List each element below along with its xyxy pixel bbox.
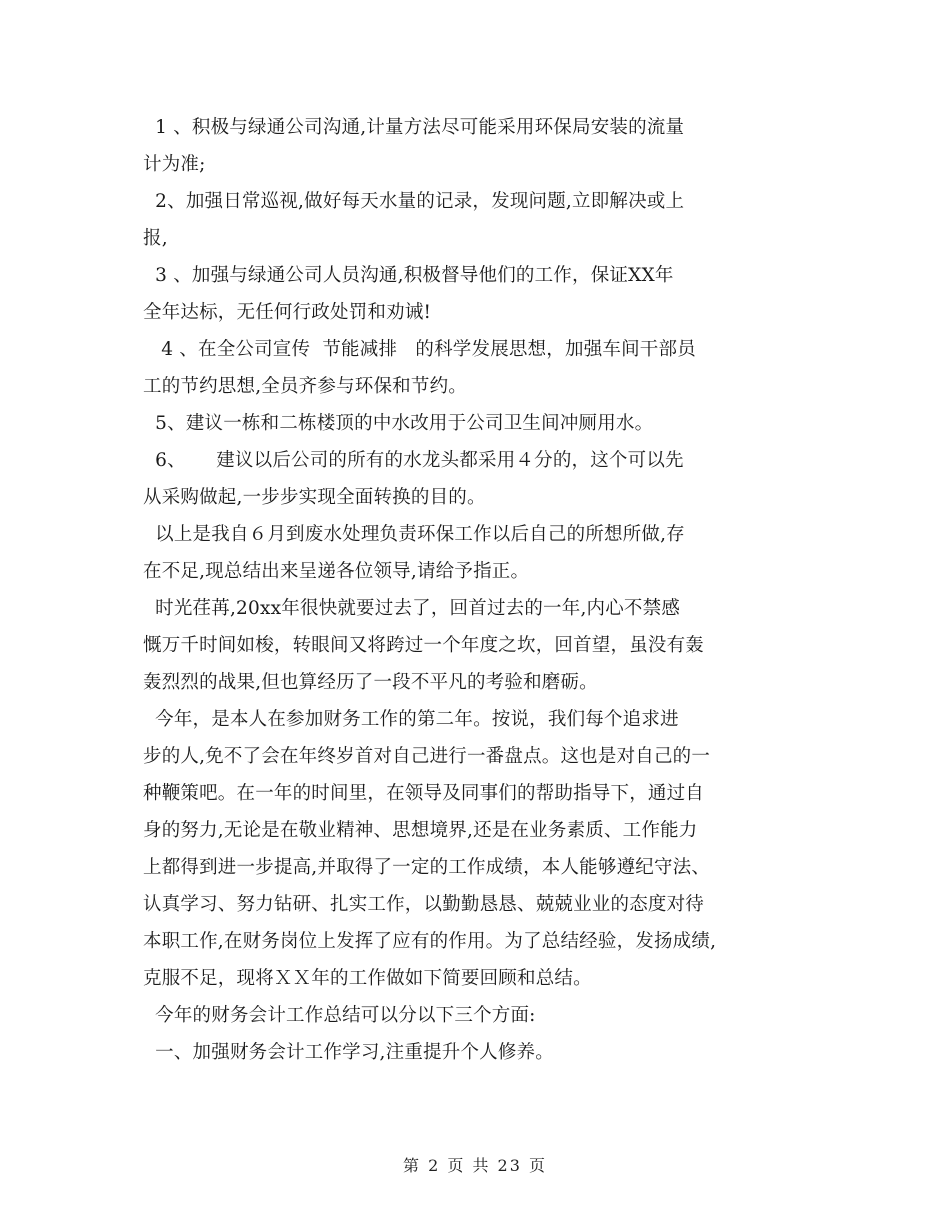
text-line: 5、建议一栋和二栋楼顶的中水改用于公司卫生间冲厕用水。 [143, 413, 654, 434]
text-line: 一、加强财务会计工作学习,注重提升个人修养。 [143, 1042, 554, 1063]
text-line: 在不足,现总结出来呈递各位领导,请给予指正。 [143, 561, 530, 582]
text-line: 时光荏苒,20xx年很快就要过去了，回首过去的一年,内心不禁感 [143, 598, 681, 619]
text-line: 报, [143, 228, 168, 249]
text-line: 种鞭策吧。在一年的时间里，在领导及同事们的帮助指导下，通过自 [143, 783, 705, 804]
text-line: 以上是我自６月到废水处理负责环保工作以后自己的所想所做,存 [143, 524, 685, 545]
text-line: 身的努力,无论是在敬业精神、思想境界,还是在业务素质、工作能力 [143, 820, 698, 841]
text-line: 4 、在全公司宣传 节能减排 的科学发展思想，加强车间干部员 [143, 339, 696, 360]
text-line: 轰烈烈的战果,但也算经历了一段不平凡的考验和磨砺。 [143, 672, 598, 693]
text-line: 6、 建议以后公司的所有的水龙头都采用４分的，这个可以先 [143, 450, 684, 471]
text-line: 1 、积极与绿通公司沟通,计量方法尽可能采用环保局安装的流量 [143, 117, 685, 138]
text-line: 步的人,免不了会在年终岁首对自己进行一番盘点。这也是对自己的一 [143, 746, 711, 767]
text-line: 工的节约思想,全员齐参与环保和节约。 [143, 376, 467, 397]
text-line: 克服不足，现将ＸＸ年的工作做如下简要回顾和总结。 [143, 968, 592, 989]
page-number-footer: 第 2 页 共 23 页 [403, 1156, 547, 1175]
text-line: 今年的财务会计工作总结可以分以下三个方面: [143, 1005, 536, 1026]
text-line: 2、加强日常巡视,做好每天水量的记录，发现问题,立即解决或上 [143, 191, 685, 212]
text-line: 全年达标，无任何行政处罚和劝诫! [143, 302, 432, 323]
text-line: 从采购做起,一步步实现全面转换的目的。 [143, 487, 486, 508]
text-line: 本职工作,在财务岗位上发挥了应有的作用。为了总结经验，发扬成绩, [143, 931, 717, 952]
text-line: 慨万千时间如梭，转眼间又将跨过一个年度之坎，回首望，虽没有轰 [143, 635, 705, 656]
text-line: 今年，是本人在参加财务工作的第二年。按说，我们每个追求进 [143, 709, 679, 730]
text-line: 3 、加强与绿通公司人员沟通,积极督导他们的工作，保证XX年 [143, 265, 674, 286]
text-line: 上都得到进一步提高,并取得了一定的工作成绩，本人能够遵纪守法、 [143, 857, 711, 878]
document-body [143, 109, 813, 1071]
text-line: 计为准; [143, 154, 206, 175]
text-line: 认真学习、努力钻研、扎实工作，以勤勤恳恳、兢兢业业的态度对待 [143, 894, 705, 915]
